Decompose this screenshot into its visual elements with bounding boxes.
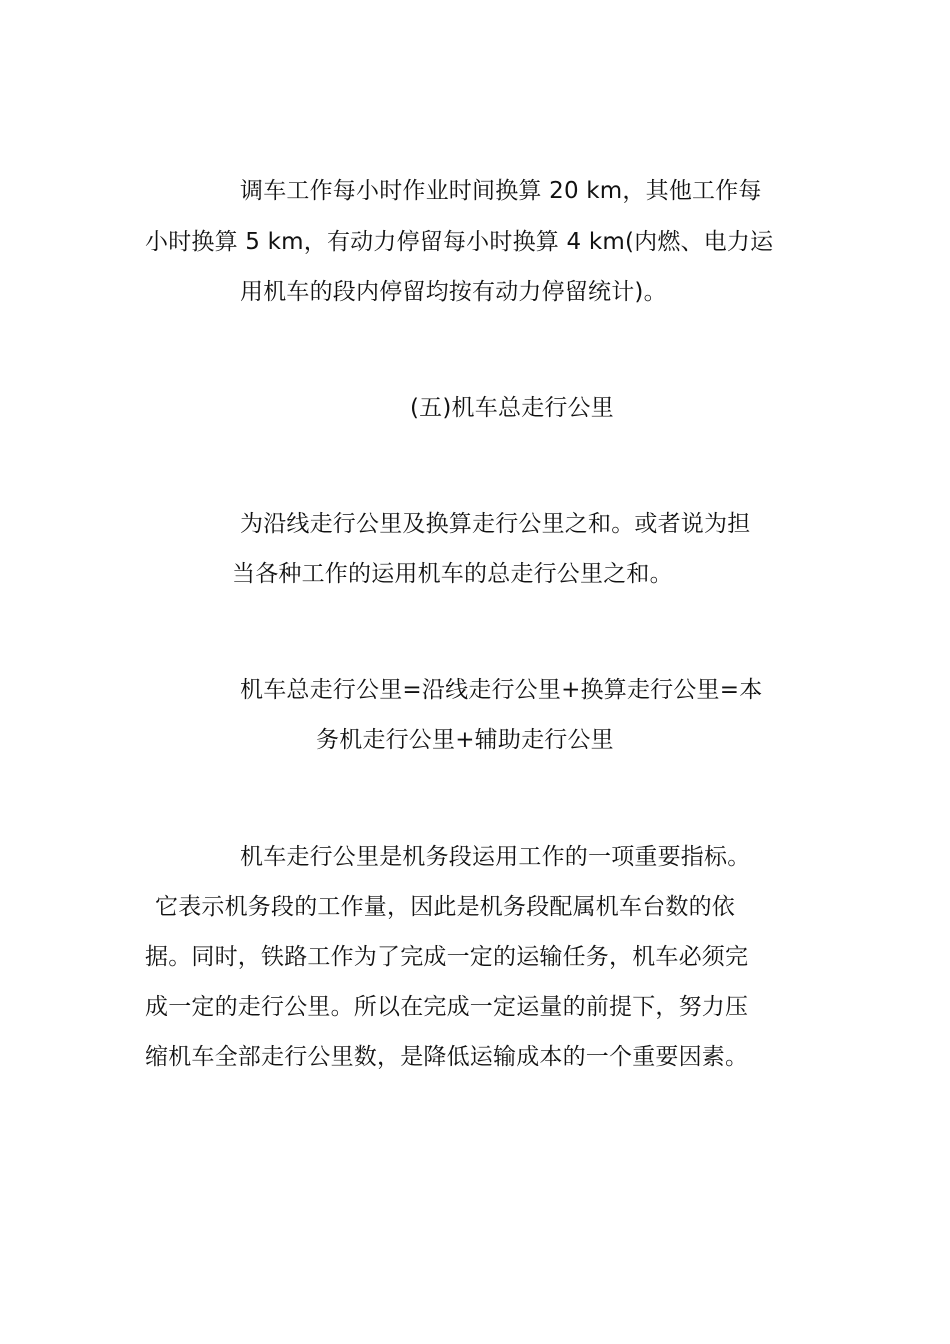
paragraph1-line3: 用机车的段内停留均按有动力停留统计)。 — [240, 279, 667, 305]
paragraph2-line2: 当各种工作的运用机车的总走行公里之和。 — [232, 561, 673, 587]
paragraph3-line4: 成一定的走行公里。所以在完成一定运量的前提下，努力压 — [145, 994, 749, 1020]
paragraph3-line1: 机车走行公里是机务段运用工作的一项重要指标。 — [240, 844, 751, 870]
formula-line1: 机车总走行公里=沿线走行公里+换算走行公里=本 — [240, 677, 763, 703]
paragraph2-line1: 为沿线走行公里及换算走行公里之和。或者说为担 — [240, 511, 751, 537]
paragraph1-line2: 小时换算 5 km，有动力停留每小时换算 4 km(内燃、电力运 — [145, 229, 774, 255]
paragraph3-line5: 缩机车全部走行公里数，是降低运输成本的一个重要因素。 — [145, 1044, 749, 1070]
paragraph3-line2: 它表示机务段的工作量，因此是机务段配属机车台数的依 — [155, 894, 735, 920]
section-heading: (五)机车总走行公里 — [410, 395, 614, 421]
paragraph3-line3: 据。同时，铁路工作为了完成一定的运输任务，机车必须完 — [145, 944, 749, 970]
paragraph1-line1: 调车工作每小时作业时间换算 20 km，其他工作每 — [240, 178, 762, 204]
formula-line2: 务机走行公里+辅助走行公里 — [316, 727, 614, 753]
